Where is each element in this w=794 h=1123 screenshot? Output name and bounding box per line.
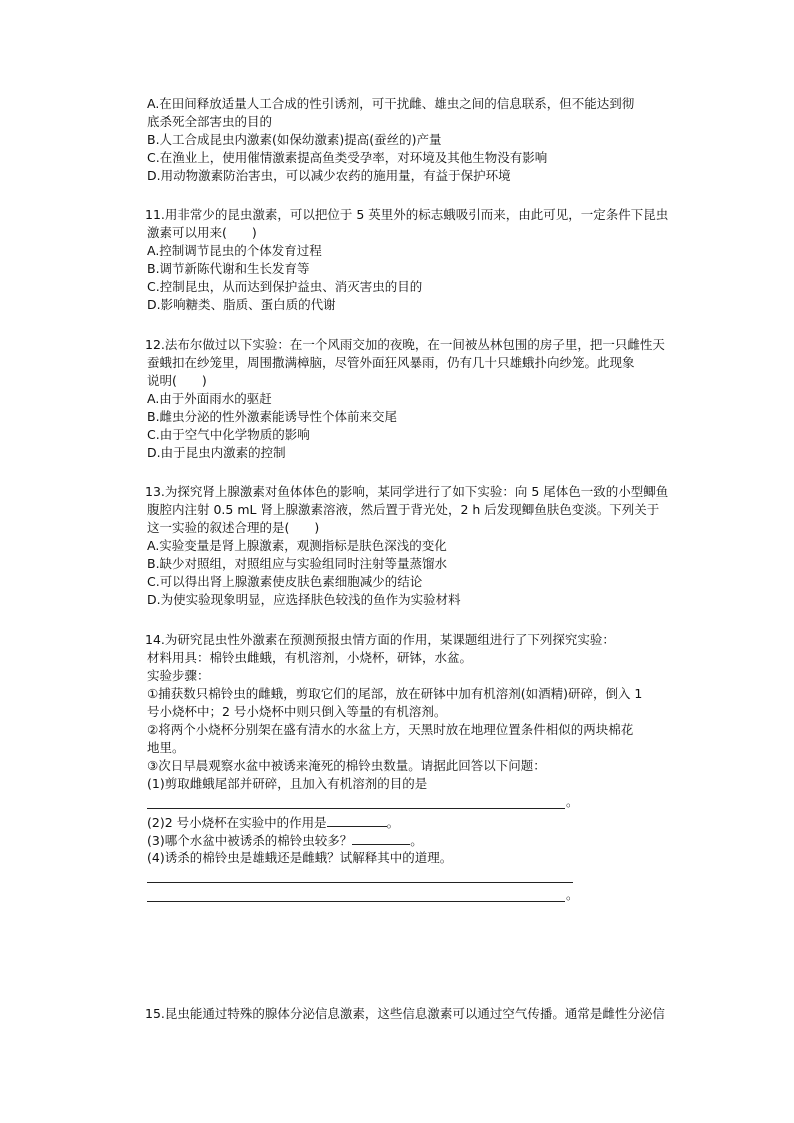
q14-steps-title: 实验步骤： [147,668,210,683]
q14-materials: 材料用具：棉铃虫雌蛾，有机溶剂，小烧杯，研钵，水盆。 [147,650,473,665]
q14-sub2-end-mark: 。 [386,815,400,830]
q13-stem-line1: 13.为探究肾上腺激素对鱼体体色的影响，某同学进行了如下实验：向 5 尾体色一致的小型鲫鱼 [145,484,669,499]
q10-option-a-cont: 底杀死全部害虫的目的 [147,114,273,129]
q14-sub4: (4)诱杀的棉铃虫是雄蛾还是雌蛾？试解释其中的道理。 [147,850,453,865]
q14-step2-line2: 地里。 [147,740,185,755]
q13-option-c: C.可以得出肾上腺激素使皮肤色素细胞减少的结论 [147,574,423,589]
q11-option-a: A.控制调节昆虫的个体发育过程 [147,243,322,258]
q14-step3: ③次日早晨观察水盆中被诱来淹死的棉铃虫数量。请据此回答以下问题： [147,758,546,773]
q14-step1-line2: 号小烧杯中；2 号小烧杯中则只倒入等量的有机溶剂。 [147,704,447,719]
q11-option-b: B.调节新陈代谢和生长发育等 [147,261,310,276]
q14-sub2-answer-blank[interactable] [327,812,387,827]
q14-sub4-answer-line2[interactable] [147,901,565,902]
q13-stem-line3: 这一实验的叙述合理的是( ) [147,520,320,535]
q13-option-b: B.缺少对照组，对照组应与实验组同时注射等量蒸馏水 [147,556,448,571]
q12-stem-line2: 蚕蛾扣在纱笼里，周围撒满樟脑，尽管外面狂风暴雨，仍有几十只雄蛾扑向纱笼。此现象 [147,355,635,370]
q14-sub4-answer-line1[interactable] [147,882,573,883]
q12-option-d: D.由于昆虫内激素的控制 [147,445,286,460]
q13-stem-line2: 腹腔内注射 0.5 mL 肾上腺激素溶液，然后置于背光处，2 h 后发现鲫鱼肤色变淡。下列关于 [147,502,660,517]
q14-sub1-end-mark: 。 [566,794,579,809]
q12-option-c: C.由于空气中化学物质的影响 [147,427,310,442]
q15-stem: 15.昆虫能通过特殊的腺体分泌信息激素，这些信息激素可以通过空气传播。通常是雌性分泌信 [145,1006,665,1021]
q12-option-b: B.雌虫分泌的性外激素能诱导性个体前来交尾 [147,409,398,424]
q10-option-c: C.在渔业上，使用催情激素提高鱼类受孕率，对环境及其他生物没有影响 [147,150,548,165]
q10-option-b: B.人工合成昆虫内激素(如保幼激素)提高(蚕丝的)产量 [147,132,442,147]
q14-sub3-text: (3)哪个水盆中被诱杀的棉铃虫较多？ [147,833,353,848]
q11-option-c: C.控制昆虫，从而达到保护益虫、消灭害虫的目的 [147,279,423,294]
q10-option-a: A.在田间释放适量人工合成的性引诱剂，可干扰雌、雄虫之间的信息联系，但不能达到彻 [147,96,635,111]
q14-sub2-text: (2)2 号小烧杯在实验中的作用是 [147,815,327,830]
q14-sub4-end-mark: 。 [566,887,579,902]
q11-option-d: D.影响糖类、脂质、蛋白质的代谢 [147,297,336,312]
q14-stem: 14.为研究昆虫性外激素在预测预报虫情方面的作用，某课题组进行了下列探究实验： [145,632,615,647]
q10-option-d: D.用动物激素防治害虫，可以减少农药的施用量，有益于保护环境 [147,168,511,183]
q14-sub1: (1)剪取雌蛾尾部并研碎，且加入有机溶剂的目的是 [147,776,428,791]
q12-stem-line3: 说明( ) [147,373,207,388]
q12-option-a: A.由于外面雨水的驱赶 [147,391,272,406]
q14-step2-line1: ②将两个小烧杯分别架在盛有清水的水盆上方，天黑时放在地理位置条件相似的两块棉花 [147,722,634,737]
q13-option-a: A.实验变量是肾上腺激素，观测指标是肤色深浅的变化 [147,538,447,553]
q13-option-d: D.为使实验现象明显，应选择肤色较浅的鱼作为实验材料 [147,592,461,607]
q14-sub1-answer-line[interactable] [147,808,565,809]
q14-sub3 [147,830,423,851]
q14-step1-line1: ①捕获数只棉铃虫的雌蛾，剪取它们的尾部，放在研钵中加有机溶剂(如酒精)研碎，倒入 1 [147,686,643,701]
q14-sub3-answer-blank[interactable] [352,830,410,845]
q14-sub3-end-mark: 。 [410,833,423,848]
q11-stem-line1: 11.用非常少的昆虫激素，可以把位于 5 英里外的标志蛾吸引而来，由此可见，一定条件下昆虫 [145,207,669,222]
q12-stem-line1: 12.法布尔做过以下实验：在一个风雨交加的夜晚，在一间被丛林包围的房子里，把一只雌性天 [145,337,665,352]
q11-stem-line2: 激素可以用来( ) [147,225,257,240]
